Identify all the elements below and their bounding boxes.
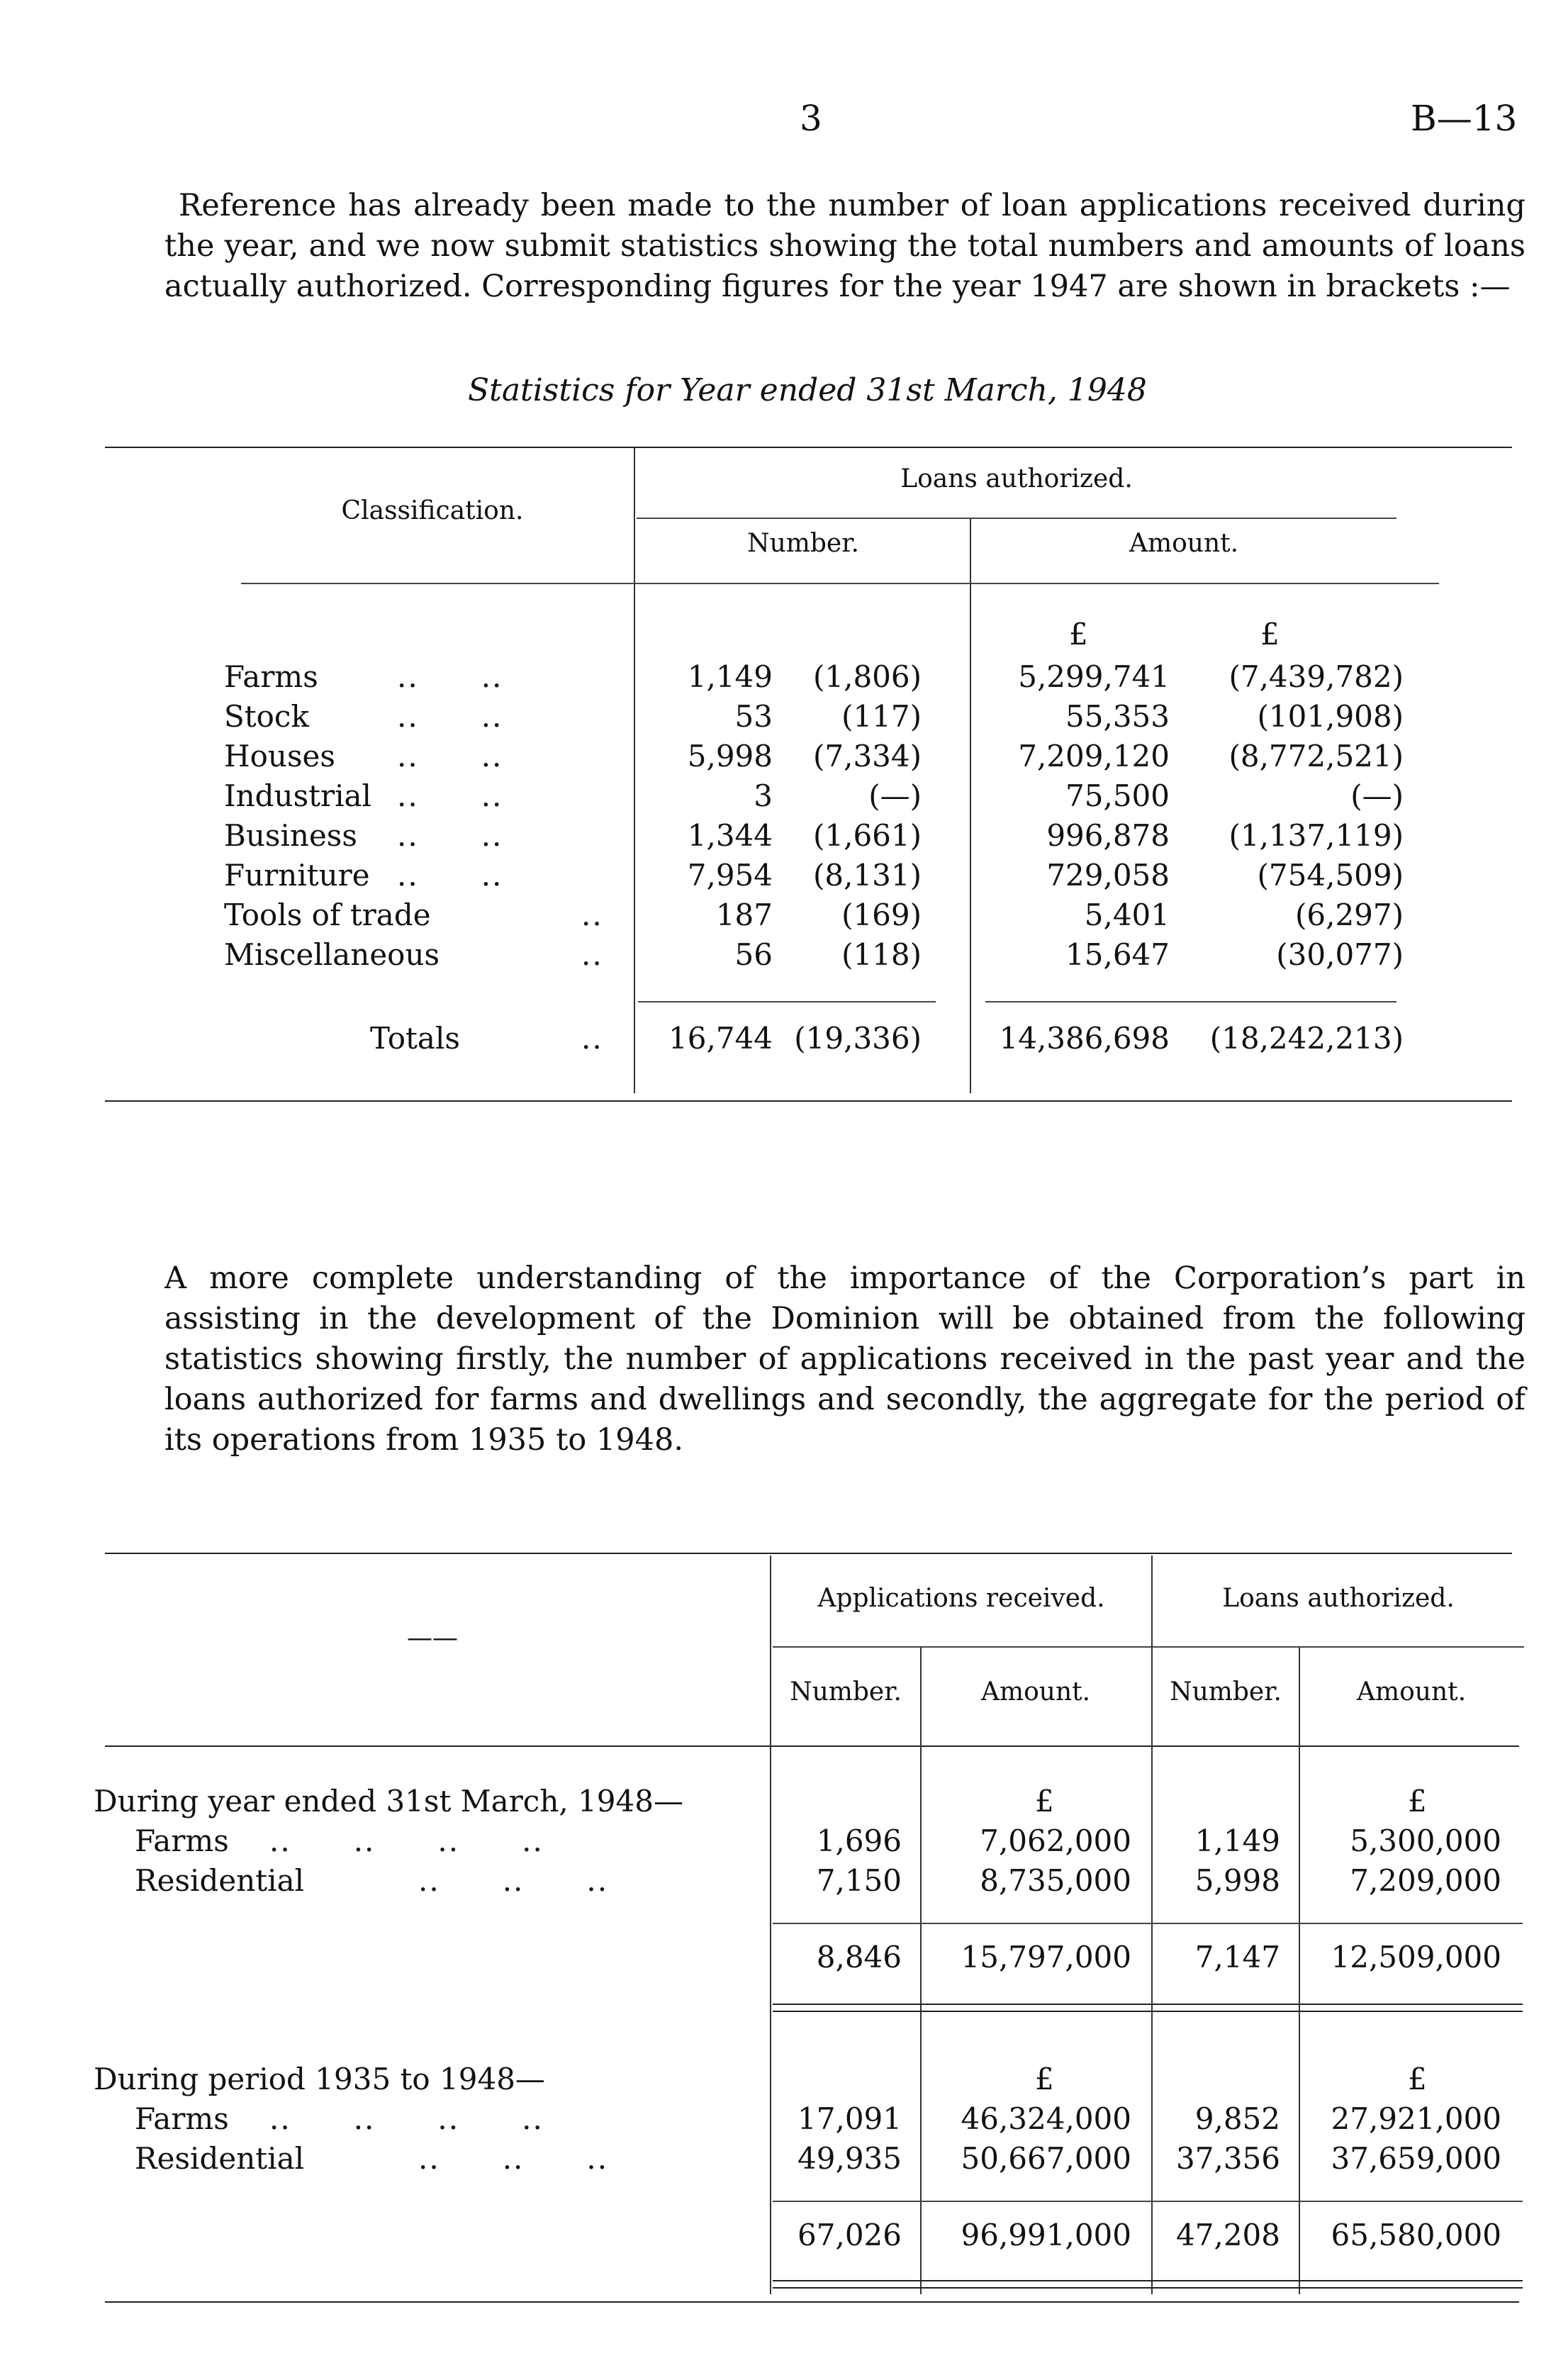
table1-header-loans-authorized: Loans authorized. [900,464,1133,493]
row-number-prev: (1,806) [812,659,922,694]
app-amount: 7,062,000 [980,1823,1131,1858]
loan-number: 5,998 [1194,1863,1280,1898]
app-number: 7,150 [816,1863,902,1898]
table2-stub-header: —— [407,1624,458,1653]
table2-header-applications: Applications received. [817,1584,1105,1613]
row-amount: 15,647 [1065,937,1170,972]
section-total-rule [773,1923,1523,1924]
table1-totals-rule-left [638,1001,936,1002]
totals-label: Totals [370,1021,460,1056]
row-number-prev: (169) [841,898,922,932]
row-number: 1,149 [687,659,773,694]
row-label: Houses [224,739,335,773]
row-amount-prev: (7,439,782) [1228,659,1404,694]
app-amount: 46,324,000 [961,2101,1131,2136]
row-number: 7,954 [687,858,773,893]
total-app-amount: 15,797,000 [961,1940,1131,1974]
loan-amount: 27,921,000 [1331,2101,1501,2136]
section-heading: During year ended 31st March, 1948— [94,1784,683,1818]
totals-amount: 14,386,698 [999,1021,1170,1056]
total-loan-number: 47,208 [1176,2218,1280,2252]
table1-header-classification: Classification. [341,496,524,525]
row-amount-prev: (1,137,119) [1228,818,1404,853]
loan-amount: 5,300,000 [1350,1823,1501,1858]
totals-number: 16,744 [668,1021,773,1056]
row-amount-prev: (—) [1350,778,1404,813]
row-amount-prev: (30,077) [1276,937,1404,972]
section-double-rule-b [773,2011,1523,2012]
row-label: Industrial [224,778,371,813]
row-amount: 75,500 [1065,778,1170,813]
totals-amount-prev: (18,242,213) [1209,1021,1404,1056]
leader-dots: .. .. .. [418,2141,609,2176]
table1-col-divider-2 [970,519,971,1093]
table2-header-app-number: Number. [790,1677,902,1706]
table2-header-rule [773,1646,1524,1648]
row-label: Business [224,818,357,853]
app-amount: 50,667,000 [961,2141,1131,2176]
table2-header-app-amount: Amount. [980,1677,1091,1706]
row-amount: 5,299,741 [1018,659,1170,694]
table2-col-divider-4 [1299,1648,1300,2294]
leader-dots: .. .. [397,858,503,893]
row-number-prev: (118) [841,937,922,972]
row-number-prev: (117) [841,699,922,734]
row-label: Residential [135,1863,305,1898]
row-number: 1,344 [687,818,773,853]
app-number: 17,091 [797,2101,902,2136]
app-amount: 8,735,000 [980,1863,1131,1898]
table1-header-number: Number. [747,529,859,558]
table1-subheader-rule [241,583,1439,584]
currency-symbol: £ [1035,2062,1054,2096]
leader-dots: .. .. [397,778,503,813]
total-app-number: 67,026 [797,2218,902,2252]
total-loan-amount: 65,580,000 [1331,2218,1501,2252]
row-label: Farms [135,2101,229,2136]
table1-totals-rule-right [985,1001,1397,1002]
total-app-amount: 96,991,000 [961,2218,1131,2252]
table1-bottom-rule [105,1100,1512,1102]
leader-dots: .. .. .. [418,1863,609,1898]
table1-caption: Statistics for Year ended 31st March, 1948 [468,372,1147,408]
page-number: 3 [800,98,822,139]
total-loan-number: 7,147 [1194,1940,1280,1974]
row-number: 56 [734,937,773,972]
row-amount-prev: (8,772,521) [1228,739,1404,773]
row-label: Farms [224,659,318,694]
table1-col-divider-1 [634,448,635,1093]
loan-amount: 37,659,000 [1331,2141,1501,2176]
row-number: 3 [754,778,773,813]
leader-dots: .. [581,1021,603,1056]
table2-col-divider-3 [1151,1555,1153,2294]
table2-subheader-rule [105,1745,1519,1747]
section-double-rule-a [773,2004,1523,2005]
row-number: 5,998 [687,739,773,773]
row-amount: 7,209,120 [1018,739,1170,773]
table2-top-rule [105,1553,1512,1554]
app-number: 1,696 [816,1823,902,1858]
leader-dots: .. .. .. .. [269,1823,544,1858]
row-amount: 55,353 [1065,699,1170,734]
section-double-rule-a [773,2280,1523,2281]
row-amount: 5,401 [1084,898,1170,932]
currency-symbol: £ [1408,1784,1427,1818]
intro-paragraph: Reference has already been made to the number of loan applications received during the year, and we now submit statistics showing the total numbers and amounts of loans actually authorized. Corresponding figures for the year 1947 are shown in brackets :— [164,188,1526,304]
table1-currency-symbol: £ [1069,617,1088,652]
row-amount-prev: (6,297) [1294,898,1404,932]
row-label: Farms [135,1823,229,1858]
loan-amount: 7,209,000 [1350,1863,1501,1898]
app-number: 49,935 [797,2141,902,2176]
leader-dots: .. [581,937,603,972]
row-label: Miscellaneous [224,937,440,972]
table2-header-loan-amount: Amount. [1356,1677,1467,1706]
table1-currency-symbol-prev: £ [1260,617,1280,652]
row-label: Furniture [224,858,370,893]
row-number-prev: (1,661) [812,818,922,853]
table1-header-amount: Amount. [1129,529,1239,558]
table2-bottom-rule [105,2301,1519,2303]
leader-dots: .. .. .. .. [269,2101,544,2136]
row-amount: 996,878 [1046,818,1170,853]
row-number-prev: (—) [868,778,922,813]
currency-symbol: £ [1035,1784,1054,1818]
total-loan-amount: 12,509,000 [1331,1940,1501,1974]
totals-number-prev: (19,336) [794,1021,922,1056]
document-code: B—13 [1411,98,1518,139]
table2-header-loan-number: Number. [1170,1677,1282,1706]
row-label: Tools of trade [224,898,431,932]
table1-top-rule [105,447,1512,448]
row-number-prev: (8,131) [812,858,922,893]
leader-dots: .. .. [397,659,503,694]
section-heading: During period 1935 to 1948— [94,2062,545,2096]
row-number: 53 [734,699,773,734]
section-double-rule-b [773,2287,1523,2289]
loan-number: 37,356 [1176,2141,1280,2176]
leader-dots: .. [581,898,603,932]
second-paragraph: A more complete understanding of the importance of the Corporation’s part in assisting in the development of the Dominion will be obtained from the following statistics showing firstly, the number of applications received in the past year and the loans authorized for farms and dwellings and secondly, the aggregate for the period of its operations from 1935 to 1948. [164,1261,1526,1458]
leader-dots: .. .. [397,818,503,853]
loan-number: 1,149 [1194,1823,1280,1858]
leader-dots: .. .. [397,739,503,773]
row-number: 187 [715,898,773,932]
row-amount-prev: (101,908) [1257,699,1404,734]
row-label: Stock [224,699,309,734]
currency-symbol: £ [1408,2062,1427,2096]
leader-dots: .. .. [397,699,503,734]
total-app-number: 8,846 [816,1940,902,1974]
row-amount-prev: (754,509) [1257,858,1404,893]
row-amount: 729,058 [1046,858,1170,893]
section-total-rule [773,2201,1523,2202]
loan-number: 9,852 [1194,2101,1280,2136]
row-number-prev: (7,334) [812,739,922,773]
row-label: Residential [135,2141,305,2176]
table2-col-divider-1 [770,1555,771,2294]
table1-header-rule [637,518,1397,519]
table2-header-loans: Loans authorized. [1222,1584,1455,1613]
